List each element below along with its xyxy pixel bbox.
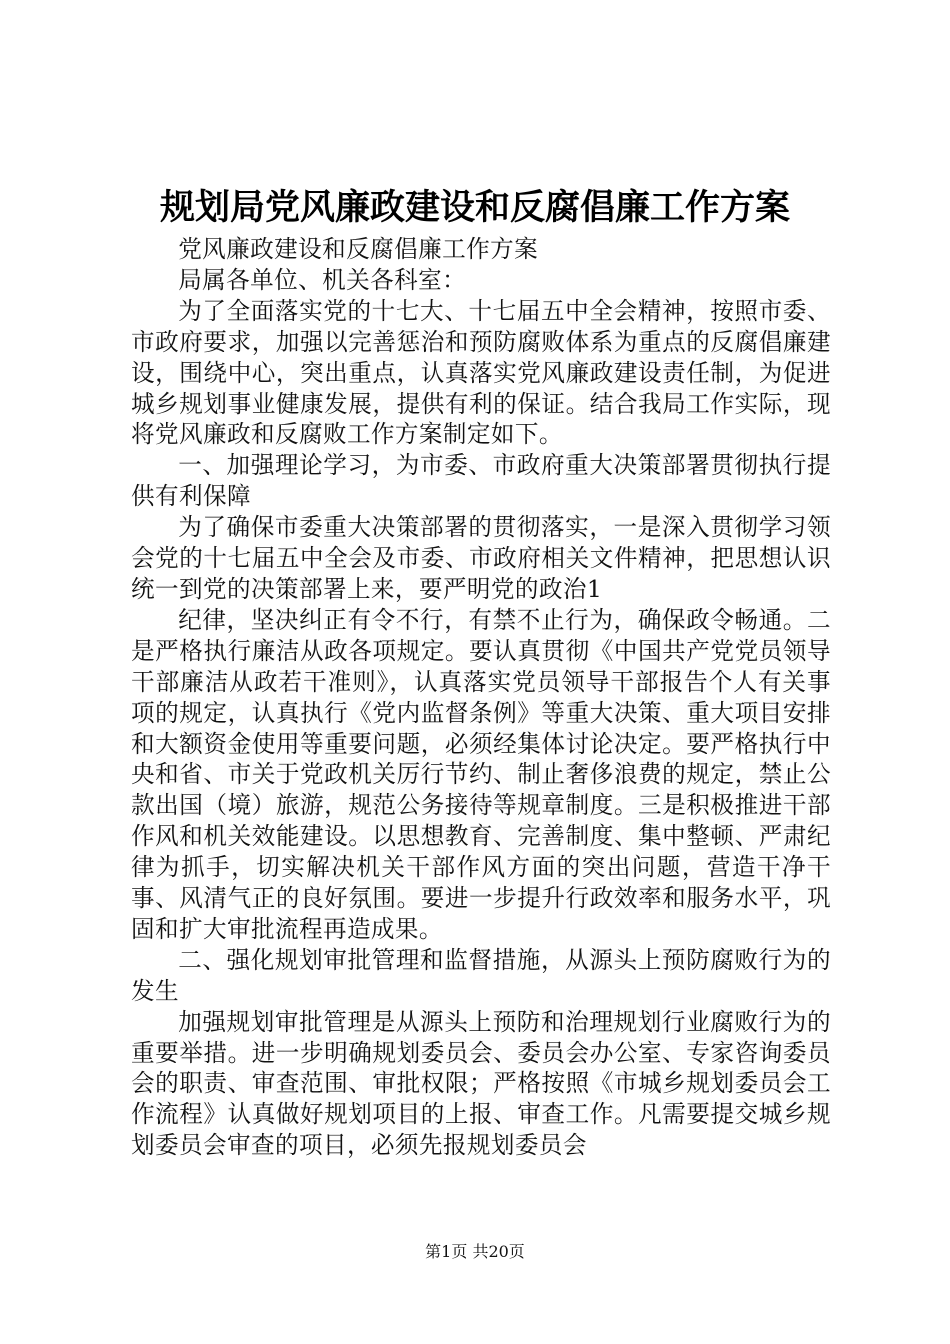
document-body [131,234,831,1161]
section-1-continued-paragraph: 纪律，坚决纠正有令不行，有禁不止行为，确保政令畅通。二是严格执行廉洁从政各项规定。要认真贯彻《中国共产党党员领导干部廉洁从政若干准则》，认真落实党员领导干部报告个人有关事项的规定，认真执行《党内监督条例》等重大决策、重大项目安排和大额资金使用等重要问题，必须经集体讨论决定。要严格执行中央和省、市关于党政机关厉行节约、制止奢侈浪费的规定，禁止公款出国（境）旅游，规范公务接待等规章制度。三是积极推进干部作风和机关效能建设。以思想教育、完善制度、集中整顿、严肃纪律为抓手，切实解决机关干部作风方面的突出问题，营造干净干事、风清气正的良好氛围。要进一步提升行政效率和服务水平，巩固和扩大审批流程再造成果。 [131,605,831,943]
document-title: 规划局党风廉政建设和反腐倡廉工作方案 [159,187,790,228]
section-2-paragraph: 加强规划审批管理是从源头上预防和治理规划行业腐败行为的重要举措。进一步明确规划委员会、委员会办公室、专家咨询委员会的职责、审查范围、审批权限；严格按照《市城乡规划委员会工作流程》认真做好规划项目的上报、审查工作。凡需要提交城乡规划委员会审查的项目，必须先报规划委员会 [131,1007,831,1160]
intro-paragraph: 为了全面落实党的十七大、十七届五中全会精神，按照市委、市政府要求，加强以完善惩治和预防腐败体系为重点的反腐倡廉建设，围绕中心，突出重点，认真落实党风廉政建设责任制，为促进城乡规划事业健康发展，提供有利的保证。结合我局工作实际，现将党风廉政和反腐败工作方案制定如下。 [131,296,831,449]
section-heading-1: 一、加强理论学习，为市委、市政府重大决策部署贯彻执行提供有利保障 [131,451,831,511]
page-number-footer: 第1页 共20页 [425,1242,525,1261]
section-1-paragraph: 为了确保市委重大决策部署的贯彻落实，一是深入贯彻学习领会党的十七届五中全会及市委、市政府相关文件精神，把思想认识统一到党的决策部署上来，要严明党的政治1 [131,513,831,603]
subtitle-paragraph: 党风廉政建设和反腐倡廉工作方案 [178,235,539,263]
salutation-paragraph: 局属各单位、机关各科室： [178,265,467,294]
section-heading-2: 二、强化规划审批管理和监督措施，从源头上预防腐败行为的发生 [131,945,831,1005]
